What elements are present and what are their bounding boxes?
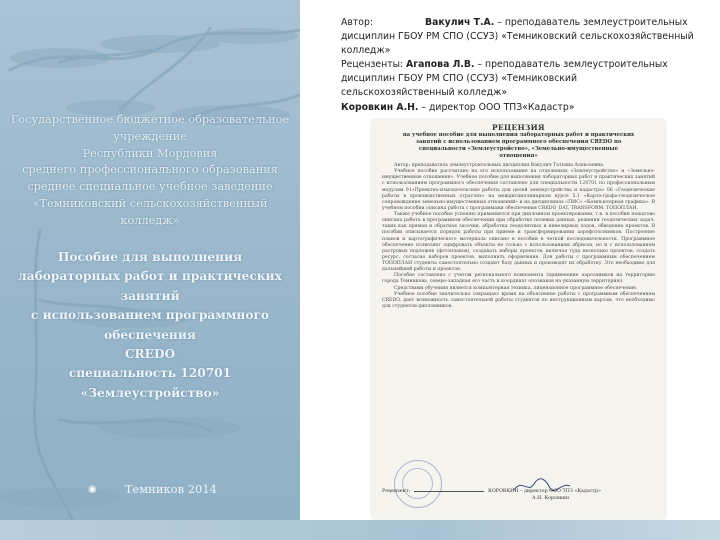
manual-title-line: с использованием программного	[30, 308, 270, 323]
signature-initials: А.Н. Коровкин	[532, 496, 570, 501]
review-header-line: занятий с использованием программного обеспечения CREDO по	[415, 138, 622, 145]
reviewer-role: – директор ООО ТПЗ«Кадастр»	[418, 101, 575, 113]
review-header-line: на учебное пособие для выполнения лабораторных работ и практических	[402, 131, 635, 138]
reviewer-name: Агапова Л.В.	[406, 59, 475, 71]
signature-row	[382, 488, 655, 495]
authors-info	[341, 16, 713, 115]
review-document-image	[372, 120, 665, 518]
signature-label: Рецензент:	[382, 489, 411, 494]
place-year-text: Темников 2014	[124, 482, 217, 496]
review-header-line: специальности «Землеустройство», «Земельно-имущественные	[418, 145, 619, 152]
reviewers-label: Рецензенты:	[341, 59, 407, 71]
author-label: Автор:	[341, 17, 373, 28]
review-paragraph: Учебное пособие значительно сокращает время на объяснение работы с программным обеспечением CREDO, дает возможность самостоятельной работы студентов по инструкционным картам, что необходимо для студентов-дипломников.	[382, 291, 655, 309]
reviewer-line	[341, 101, 713, 115]
bottom-decorative-band	[0, 520, 720, 540]
org-line: Республики Мордовия	[82, 146, 218, 160]
org-line: колледж»	[120, 213, 180, 227]
manual-title-line: обеспечения	[104, 327, 196, 342]
reviewer-line	[341, 58, 713, 72]
manual-title-line: CREDO	[124, 347, 176, 362]
reviewer-role: – преподаватель землеустроительных	[474, 59, 668, 71]
review-body	[382, 163, 655, 310]
review-signature-block	[382, 488, 655, 502]
review-paragraph: Средствами обучения является компьютерная техника, лицензионное программное обеспечение.	[394, 285, 638, 291]
author-name: Вакулич Т.А.	[424, 17, 495, 28]
review-title: РЕЦЕНЗИЯ	[492, 123, 545, 132]
org-line: учреждение	[113, 129, 187, 143]
org-line: среднего профессионального образования	[22, 163, 278, 177]
review-paragraph: Учебное пособие рассчитано на его использование на отделениях «Землеустройство» и «Земельно-имущественные отношения». Учебное пособие для выполнения лабораторных работ и практических занятий с использованием программного обеспечения составлено для специальности 120701 по профессиональным модулям 01«Проектно-изыскательские работы для целей землеустройства и кадастра» 06 «Геодезические работы в производственных отраслях» на междисциплинарном курсе 5.1 «Карто-графо-геодезическое сопровождение земельно-имущественных отношений» и на дисциплинах «ПИС» «Компьютерная графика». В учебном пособии описана работа с программами обеспечения CREDO_DAT, TRANSFORM, ТОПОПЛАН.	[382, 169, 655, 211]
manual-title	[0, 248, 300, 403]
manual-title-line: специальность 120701	[68, 366, 232, 381]
place-year	[88, 482, 217, 496]
manual-title-line: лабораторных работ и практических	[18, 269, 282, 284]
manual-title-line: «Землеустройство»	[80, 385, 220, 400]
manual-title-line: Пособие для выполнения	[57, 250, 243, 264]
review-header	[380, 125, 657, 160]
review-paragraph: Пособие составлено с учетом регионального компонента (применение аэроснимков на территорию города Темникова, северо-западная его часть и координат опознаков на указанную территорию).	[382, 273, 655, 285]
author-line: колледж»	[341, 45, 391, 57]
reviewer-line: дисциплин ГБОУ РМ СПО (ССУЗ) «Темниковский	[341, 73, 578, 85]
review-header-line: отношения»	[499, 152, 538, 159]
author-line	[341, 16, 713, 30]
reviewer-name: Коровкин А.Н.	[341, 101, 419, 113]
manual-title-line: занятий	[120, 288, 180, 303]
left-panel-background	[0, 0, 300, 540]
author-line: дисциплин ГБОУ РМ СПО (ССУЗ) «Темниковский сельскохозяйственный	[341, 31, 694, 43]
reviewer-line: сельскохозяйственный колледж»	[341, 87, 508, 99]
org-line: среднее специальное учебное заведение	[27, 180, 273, 194]
bullet-icon: ◉	[88, 483, 97, 495]
organization-name	[0, 112, 300, 230]
review-paragraph: Автор: преподаватель землеустроительных дисциплин Вакулич Татьяна Алексеевна	[394, 163, 604, 168]
org-line: «Темниковский сельскохозяйственный	[32, 196, 268, 210]
author-role: – преподаватель землеустроительных	[494, 17, 688, 28]
review-paragraph: Также учебное пособие успешно применяется при дипломном проектировании, т.к. в пособии пошагово описана работа в программном обеспечении при обработке полевых данных, решении геодезических задач, таких как прямая и обратная засечки, обработка теодолитных и нивелирных ходов, обведение проектов. В пособии описывается порядок работы при приеме и трансформировании аэрофотоснимков. Построение планов и картографического материала описано в пособии в четкой последовательности. Программное обеспечение позволяет оцифровать объекты не только с использованием абрисов, но и с использованием растровых подложек (фотопланов), создавать наборы проектов, включая туда несколько проектов, создать ресурс, согласно наборов проектов, выполнить оформление. Для работы с программным обеспечением ТОПОПЛАН студенты самостоятельно создают базу данных и производят их обработку. Это необходимо для дальнейшей работы и проектов.	[382, 212, 655, 273]
signature-name-role: КОРОВКИН – директор ООО ТПЗ «Кадастр»	[488, 489, 602, 494]
org-line: Государственное бюджетное образовательное	[10, 113, 290, 126]
